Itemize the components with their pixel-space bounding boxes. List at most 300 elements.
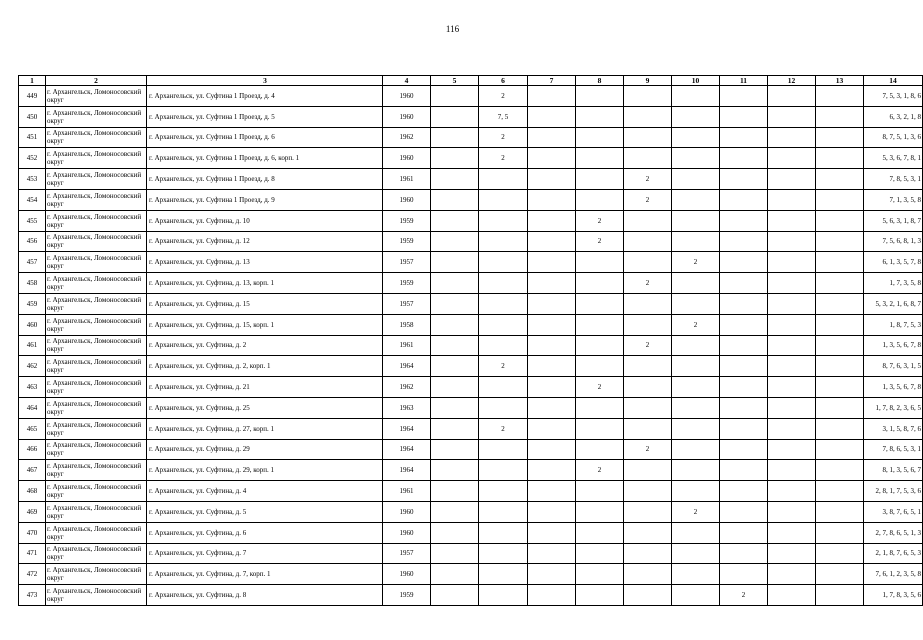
table-cell: 8, 1, 3, 5, 6, 7 <box>864 460 923 481</box>
table-cell <box>720 314 768 335</box>
table-cell <box>672 543 720 564</box>
table-cell <box>720 397 768 418</box>
table-cell <box>816 252 864 273</box>
table-cell <box>624 543 672 564</box>
table-cell: г. Архангельск, ул. Суфтина, д. 8 <box>147 585 383 606</box>
table-row <box>19 86 923 107</box>
table-cell <box>672 189 720 210</box>
table-cell: 471 <box>19 543 46 564</box>
table-cell: 1959 <box>383 210 431 231</box>
table-cell <box>528 564 576 585</box>
table-cell <box>720 210 768 231</box>
table-cell: 2 <box>624 189 672 210</box>
table-cell <box>768 356 816 377</box>
table-cell: 1960 <box>383 564 431 585</box>
table-cell: 2 <box>624 169 672 190</box>
table-cell <box>576 335 624 356</box>
table-cell: 1957 <box>383 293 431 314</box>
table-cell <box>479 252 528 273</box>
table-cell <box>768 127 816 148</box>
table-cell <box>576 86 624 107</box>
table-cell: 1960 <box>383 501 431 522</box>
table-cell <box>624 127 672 148</box>
table-cell <box>816 418 864 439</box>
table-cell <box>528 439 576 460</box>
table-cell <box>624 314 672 335</box>
table-cell <box>479 189 528 210</box>
table-cell: 2 <box>576 460 624 481</box>
table-cell <box>576 397 624 418</box>
table-cell <box>431 543 479 564</box>
table-cell: 456 <box>19 231 46 252</box>
table-cell <box>528 418 576 439</box>
table-cell <box>672 293 720 314</box>
table-cell: 1959 <box>383 273 431 294</box>
table-cell <box>528 501 576 522</box>
table-cell: 5, 3, 6, 7, 8, 1 <box>864 148 923 169</box>
table-row <box>19 585 923 606</box>
table-cell: 462 <box>19 356 46 377</box>
register-table <box>18 75 923 606</box>
table-cell <box>720 377 768 398</box>
table-cell <box>816 293 864 314</box>
table-cell <box>672 585 720 606</box>
table-cell <box>479 169 528 190</box>
table-cell: 2 <box>720 585 768 606</box>
table-cell: 7, 5, 6, 8, 1, 3 <box>864 231 923 252</box>
table-cell <box>624 418 672 439</box>
table-cell: г. Архангельск, Ломоносовский округ <box>46 564 147 585</box>
table-cell <box>528 397 576 418</box>
table-cell <box>624 460 672 481</box>
table-cell: г. Архангельск, ул. Суфтина, д. 13, корп. 1 <box>147 273 383 294</box>
table-cell <box>431 293 479 314</box>
page-number: 116 <box>445 24 460 34</box>
table-cell <box>816 439 864 460</box>
table-cell <box>672 418 720 439</box>
table-cell: 1959 <box>383 231 431 252</box>
table-cell: 1960 <box>383 86 431 107</box>
table-cell: 2 <box>672 501 720 522</box>
table-cell: г. Архангельск, Ломоносовский округ <box>46 543 147 564</box>
table-cell <box>624 252 672 273</box>
table-cell: 1961 <box>383 169 431 190</box>
table-cell <box>431 106 479 127</box>
table-cell <box>720 106 768 127</box>
table-cell: г. Архангельск, ул. Суфтина, д. 29, корп. 1 <box>147 460 383 481</box>
table-cell <box>479 585 528 606</box>
column-header: 3 <box>147 76 383 86</box>
table-cell: г. Архангельск, Ломоносовский округ <box>46 585 147 606</box>
table-cell <box>672 397 720 418</box>
table-row <box>19 418 923 439</box>
table-cell <box>431 231 479 252</box>
table-cell <box>624 106 672 127</box>
table-cell <box>768 189 816 210</box>
table-cell <box>479 460 528 481</box>
table-cell <box>672 127 720 148</box>
table-cell: 7, 6, 1, 2, 3, 5, 8 <box>864 564 923 585</box>
table-cell: г. Архангельск, ул. Суфтина, д. 13 <box>147 252 383 273</box>
table-cell <box>576 189 624 210</box>
table-cell <box>672 439 720 460</box>
table-cell: г. Архангельск, Ломоносовский округ <box>46 106 147 127</box>
table-cell <box>672 377 720 398</box>
table-cell <box>576 585 624 606</box>
table-cell <box>528 210 576 231</box>
table-cell <box>768 543 816 564</box>
table-cell <box>720 356 768 377</box>
table-cell <box>672 460 720 481</box>
table-cell: г. Архангельск, ул. Суфтина, д. 15, корп. 1 <box>147 314 383 335</box>
table-cell: 1957 <box>383 543 431 564</box>
table-cell <box>816 460 864 481</box>
table-cell: г. Архангельск, Ломоносовский округ <box>46 127 147 148</box>
table-cell <box>720 543 768 564</box>
table-cell: 7, 5, 3, 1, 8, 6 <box>864 86 923 107</box>
table-cell: г. Архангельск, ул. Суфтина, д. 2 <box>147 335 383 356</box>
table-cell: г. Архангельск, Ломоносовский округ <box>46 418 147 439</box>
table-cell: 469 <box>19 501 46 522</box>
table-cell <box>816 585 864 606</box>
table-cell <box>768 585 816 606</box>
table-cell <box>528 148 576 169</box>
table-cell: 1, 3, 5, 6, 7, 8 <box>864 377 923 398</box>
table-cell <box>720 169 768 190</box>
table-cell: г. Архангельск, Ломоносовский округ <box>46 314 147 335</box>
table-cell: г. Архангельск, Ломоносовский округ <box>46 335 147 356</box>
table-cell <box>624 231 672 252</box>
table-cell: г. Архангельск, Ломоносовский округ <box>46 169 147 190</box>
table-cell: 1960 <box>383 106 431 127</box>
table-cell <box>479 293 528 314</box>
table-cell: г. Архангельск, Ломоносовский округ <box>46 189 147 210</box>
table-cell: 467 <box>19 460 46 481</box>
table-row <box>19 481 923 502</box>
table-cell <box>768 439 816 460</box>
table-cell <box>816 148 864 169</box>
table-cell: 466 <box>19 439 46 460</box>
table-cell: 1963 <box>383 397 431 418</box>
table-cell: 6, 1, 3, 5, 7, 8 <box>864 252 923 273</box>
column-header: 7 <box>528 76 576 86</box>
table-cell <box>672 210 720 231</box>
table-cell: 1958 <box>383 314 431 335</box>
table-cell: г. Архангельск, Ломоносовский округ <box>46 293 147 314</box>
table-cell <box>624 564 672 585</box>
table-cell <box>768 210 816 231</box>
table-row <box>19 439 923 460</box>
table-cell: 1964 <box>383 439 431 460</box>
table-cell <box>768 460 816 481</box>
table-cell: 450 <box>19 106 46 127</box>
table-cell <box>816 522 864 543</box>
table-cell <box>479 543 528 564</box>
table-cell <box>528 543 576 564</box>
table-cell <box>431 356 479 377</box>
table-cell <box>768 481 816 502</box>
table-cell <box>528 314 576 335</box>
table-cell: 2 <box>479 86 528 107</box>
table-row <box>19 127 923 148</box>
table-cell: г. Архангельск, ул. Суфтина, д. 7 <box>147 543 383 564</box>
table-cell: г. Архангельск, Ломоносовский округ <box>46 481 147 502</box>
table-cell <box>479 397 528 418</box>
table-cell <box>528 522 576 543</box>
table-cell: 453 <box>19 169 46 190</box>
table-cell <box>431 460 479 481</box>
table-cell <box>479 501 528 522</box>
table-cell: 6, 3, 2, 1, 8 <box>864 106 923 127</box>
table-cell <box>720 481 768 502</box>
table-cell <box>720 335 768 356</box>
table-cell: 452 <box>19 148 46 169</box>
table-cell <box>576 481 624 502</box>
table-cell <box>576 252 624 273</box>
table-cell: 2 <box>479 148 528 169</box>
table-cell <box>816 189 864 210</box>
table-cell <box>528 169 576 190</box>
column-header: 12 <box>768 76 816 86</box>
table-cell <box>720 273 768 294</box>
table-cell <box>672 86 720 107</box>
table-cell: г. Архангельск, Ломоносовский округ <box>46 356 147 377</box>
table-cell: 2 <box>576 231 624 252</box>
table-cell: 5, 3, 2, 1, 6, 8, 7 <box>864 293 923 314</box>
table-cell: 7, 1, 3, 5, 8 <box>864 189 923 210</box>
table-cell: г. Архангельск, ул. Суфтина 1 Проезд, д. 6, корп. 1 <box>147 148 383 169</box>
table-row <box>19 210 923 231</box>
table-cell: 2 <box>479 127 528 148</box>
table-cell <box>624 377 672 398</box>
table-cell <box>479 481 528 502</box>
table-cell <box>528 106 576 127</box>
table-cell <box>768 335 816 356</box>
column-header: 4 <box>383 76 431 86</box>
table-cell <box>768 522 816 543</box>
table-cell: 454 <box>19 189 46 210</box>
table-cell <box>431 169 479 190</box>
table-cell: г. Архангельск, ул. Суфтина 1 Проезд, д. 4 <box>147 86 383 107</box>
table-cell <box>672 169 720 190</box>
table-cell <box>528 273 576 294</box>
table-cell <box>768 86 816 107</box>
table-row <box>19 397 923 418</box>
table-cell <box>479 439 528 460</box>
table-row <box>19 564 923 585</box>
table-cell: г. Архангельск, Ломоносовский округ <box>46 273 147 294</box>
table-cell: 1961 <box>383 481 431 502</box>
table-cell <box>576 439 624 460</box>
table-cell <box>431 564 479 585</box>
table-row <box>19 189 923 210</box>
table-cell: 2 <box>624 439 672 460</box>
table-cell: 3, 1, 5, 8, 7, 6 <box>864 418 923 439</box>
table-cell: 464 <box>19 397 46 418</box>
table-cell <box>528 460 576 481</box>
table-cell <box>431 585 479 606</box>
table-cell <box>768 501 816 522</box>
table-cell <box>624 210 672 231</box>
table-cell: 1964 <box>383 460 431 481</box>
table-cell <box>720 522 768 543</box>
table-cell: 2 <box>624 273 672 294</box>
table-cell <box>816 314 864 335</box>
table-cell: 2, 7, 8, 6, 5, 1, 3 <box>864 522 923 543</box>
table-cell <box>431 273 479 294</box>
table-cell <box>816 501 864 522</box>
table-cell: 457 <box>19 252 46 273</box>
table-cell: 449 <box>19 86 46 107</box>
table-cell <box>768 418 816 439</box>
table-cell <box>576 314 624 335</box>
table-cell <box>431 481 479 502</box>
table-cell <box>720 439 768 460</box>
table-cell: 8, 7, 5, 1, 3, 6 <box>864 127 923 148</box>
table-cell: 5, 6, 3, 1, 8, 7 <box>864 210 923 231</box>
column-header: 11 <box>720 76 768 86</box>
table-cell <box>768 231 816 252</box>
table-cell: г. Архангельск, ул. Суфтина 1 Проезд, д. 6 <box>147 127 383 148</box>
table-cell: 1962 <box>383 127 431 148</box>
table-cell: г. Архангельск, ул. Суфтина 1 Проезд, д. 9 <box>147 189 383 210</box>
table-cell <box>768 273 816 294</box>
table-cell: г. Архангельск, ул. Суфтина, д. 21 <box>147 377 383 398</box>
table-cell: 460 <box>19 314 46 335</box>
table-cell <box>431 189 479 210</box>
table-cell: 7, 5 <box>479 106 528 127</box>
table-cell: 1964 <box>383 356 431 377</box>
table-cell <box>431 522 479 543</box>
table-cell: г. Архангельск, ул. Суфтина, д. 10 <box>147 210 383 231</box>
column-header: 2 <box>46 76 147 86</box>
table-row <box>19 231 923 252</box>
table-cell <box>720 86 768 107</box>
table-row <box>19 501 923 522</box>
table-cell <box>768 293 816 314</box>
table-cell <box>479 210 528 231</box>
table-cell: г. Архангельск, Ломоносовский округ <box>46 397 147 418</box>
table-cell: 459 <box>19 293 46 314</box>
table-cell <box>720 148 768 169</box>
table-cell <box>576 543 624 564</box>
column-header: 14 <box>864 76 923 86</box>
column-header: 13 <box>816 76 864 86</box>
table-cell <box>720 418 768 439</box>
table-cell <box>431 314 479 335</box>
table-cell <box>816 127 864 148</box>
table-cell <box>672 522 720 543</box>
table-cell <box>576 501 624 522</box>
table-cell <box>479 377 528 398</box>
table-cell: 2 <box>479 356 528 377</box>
table-cell: 1, 7, 8, 2, 3, 6, 5 <box>864 397 923 418</box>
table-cell: 451 <box>19 127 46 148</box>
table-cell <box>528 189 576 210</box>
table-cell: г. Архангельск, ул. Суфтина, д. 2, корп. 1 <box>147 356 383 377</box>
table-cell: 1, 7, 3, 5, 8 <box>864 273 923 294</box>
table-cell <box>816 231 864 252</box>
table-cell <box>720 252 768 273</box>
table-cell: 3, 8, 7, 6, 5, 1 <box>864 501 923 522</box>
table-row <box>19 543 923 564</box>
table-cell <box>528 231 576 252</box>
table-cell: 1, 8, 7, 5, 3 <box>864 314 923 335</box>
table-cell <box>768 314 816 335</box>
table-cell <box>431 210 479 231</box>
table-cell <box>816 86 864 107</box>
table-cell <box>768 252 816 273</box>
header-row <box>19 76 923 86</box>
table-cell: 2 <box>672 252 720 273</box>
table-cell <box>624 356 672 377</box>
table-cell: г. Архангельск, Ломоносовский округ <box>46 377 147 398</box>
table-cell <box>816 210 864 231</box>
table-cell <box>720 501 768 522</box>
table-cell <box>624 481 672 502</box>
table-cell <box>431 86 479 107</box>
table-cell: 2 <box>624 335 672 356</box>
table-cell <box>672 481 720 502</box>
table-row <box>19 460 923 481</box>
table-row <box>19 273 923 294</box>
table-cell <box>479 522 528 543</box>
table-row <box>19 106 923 127</box>
table-cell <box>624 585 672 606</box>
table-cell: г. Архангельск, ул. Суфтина, д. 15 <box>147 293 383 314</box>
table-cell: 1957 <box>383 252 431 273</box>
table-cell: 1959 <box>383 585 431 606</box>
table-row <box>19 169 923 190</box>
column-header: 8 <box>576 76 624 86</box>
table-row <box>19 335 923 356</box>
table-cell <box>576 418 624 439</box>
table-cell <box>431 501 479 522</box>
table-cell <box>576 127 624 148</box>
table-cell: г. Архангельск, ул. Суфтина, д. 12 <box>147 231 383 252</box>
table-cell: 472 <box>19 564 46 585</box>
table-cell: 7, 8, 6, 5, 3, 1 <box>864 439 923 460</box>
table-cell: г. Архангельск, Ломоносовский округ <box>46 231 147 252</box>
table-cell: г. Архангельск, Ломоносовский округ <box>46 439 147 460</box>
table-cell: г. Архангельск, ул. Суфтина, д. 6 <box>147 522 383 543</box>
table-cell <box>672 273 720 294</box>
table-cell: г. Архангельск, Ломоносовский округ <box>46 148 147 169</box>
table-cell: г. Архангельск, ул. Суфтина, д. 25 <box>147 397 383 418</box>
table-cell <box>720 189 768 210</box>
table-cell: 468 <box>19 481 46 502</box>
table-cell: 470 <box>19 522 46 543</box>
table-cell <box>720 293 768 314</box>
table-cell <box>720 460 768 481</box>
table-cell <box>576 148 624 169</box>
table-cell: 2 <box>672 314 720 335</box>
table-cell <box>479 314 528 335</box>
table-cell: 2 <box>479 418 528 439</box>
table-cell <box>576 273 624 294</box>
table-cell <box>528 293 576 314</box>
table-cell: г. Архангельск, ул. Суфтина 1 Проезд, д. 8 <box>147 169 383 190</box>
table-cell <box>431 148 479 169</box>
table-cell <box>672 564 720 585</box>
table-cell: 1961 <box>383 335 431 356</box>
table-cell <box>576 522 624 543</box>
table-cell: г. Архангельск, ул. Суфтина, д. 4 <box>147 481 383 502</box>
table-cell: 1960 <box>383 522 431 543</box>
table-cell: 463 <box>19 377 46 398</box>
table-cell <box>479 273 528 294</box>
table-cell <box>624 522 672 543</box>
